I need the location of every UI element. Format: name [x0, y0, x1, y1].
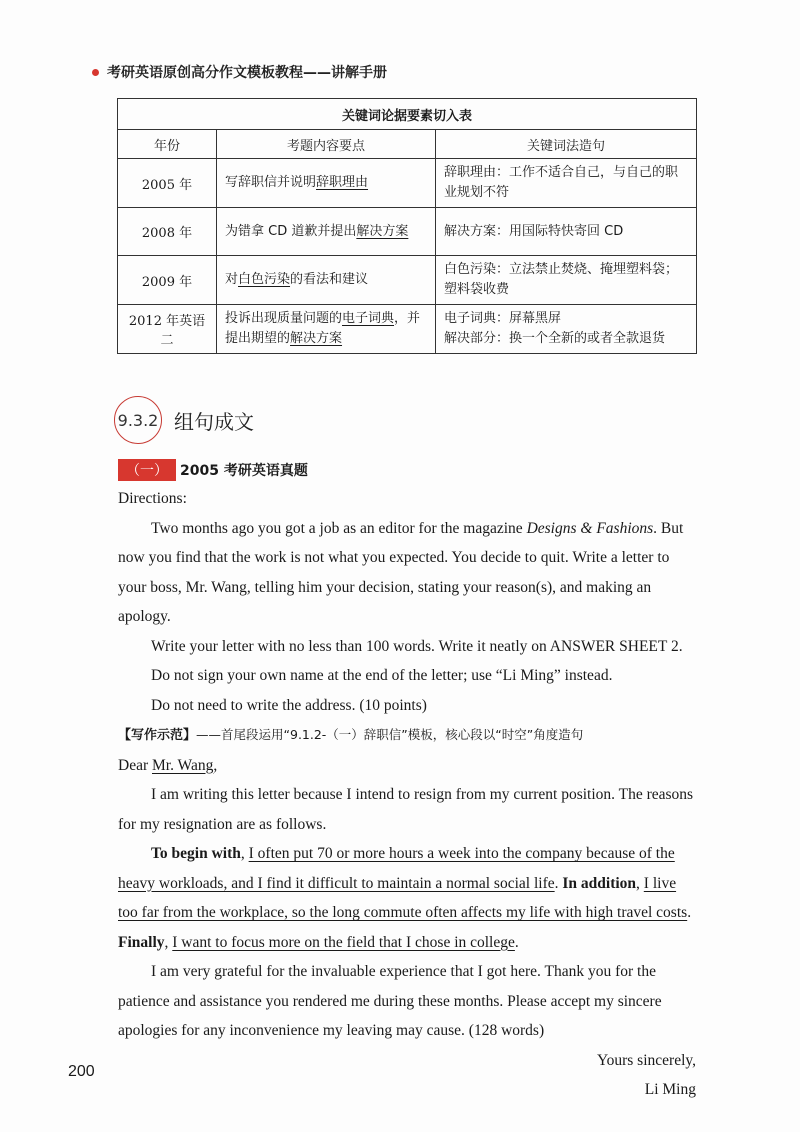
closing: Yours sincerely,: [596, 1051, 696, 1069]
point-cell: 为错拿 CD 道歉并提出解决方案: [217, 208, 436, 256]
paragraph: Do not sign your own name at the end of the letter; use “Li Ming” instead.: [151, 667, 613, 684]
keyword-table: [117, 98, 697, 354]
year-cell: 2008 年: [118, 208, 217, 256]
point-cell: 对白色污染的看法和建议: [217, 256, 436, 305]
point-cell: 投诉出现质量问题的电子词典，并提出期望的解决方案: [217, 305, 436, 354]
section-title: 组句成文: [174, 409, 254, 434]
keyword-cell: 白色污染：立法禁止焚烧、掩埋塑料袋；塑料袋收费: [436, 256, 697, 305]
paragraph: I am writing this letter because I intend to resign from my current position. The reasons for my resignation are as follows.: [118, 786, 694, 833]
directions-label: Directions:: [118, 490, 187, 507]
signature: Li Ming: [644, 1081, 696, 1098]
section-heading: [114, 396, 254, 444]
paragraph: To begin with, I often put 70 or more hours a week into the company because of the heavy workloads, and I find it difficult to maintain a normal social life. In addition, I live too far from the workplace, so the long commute often affects my life with high travel costs. Finally, I want to focus more on the field that I chose in college.: [118, 845, 692, 951]
paragraph: Two months ago you got a job as an editor for the magazine Designs & Fashions. But now you find that the work is not what you expected. You decide to quit. Write a letter to your boss, Mr. Wang, telling him your decision, stating your reason(s), and making an apology.: [118, 519, 684, 625]
column-header: 年份: [118, 130, 217, 159]
bullet-dot-icon: [92, 69, 99, 76]
paragraph: Write your letter with no less than 100 words. Write it neatly on ANSWER SHEET 2.: [151, 637, 683, 655]
keyword-cell: 解决方案：用国际特快寄回 CD: [436, 208, 697, 256]
keyword-cell: 电子词典：屏幕黑屏 解决部分：换一个全新的或者全款退货: [436, 305, 697, 354]
table-row: [118, 159, 697, 208]
column-header: 考题内容要点: [217, 130, 436, 159]
year-cell: 2012 年英语二: [118, 305, 217, 354]
paragraph: I am very grateful for the invaluable experience that I got here. Thank you for the patience and assistance you rendered me during these months. Please accept my sincere apologies for any inconvenience my leaving may cause. (128 words): [118, 963, 662, 1039]
subsection-tag: （一）: [118, 459, 176, 481]
year-cell: 2009 年: [118, 256, 217, 305]
running-header: [92, 62, 387, 82]
body-text: [118, 484, 696, 1105]
header-title: 考研英语原创高分作文模板教程——讲解手册: [107, 65, 387, 81]
salutation: Dear Mr. Wang,: [118, 756, 218, 774]
paragraph: Do not need to write the address. (10 points): [151, 696, 427, 714]
table-row: [118, 305, 697, 354]
subsection-title: 2005 考研英语真题: [180, 463, 308, 479]
table-row: [118, 256, 697, 305]
column-header: 关键词法造句: [436, 130, 697, 159]
subsection-heading: [118, 459, 308, 481]
table-caption: 关键词论据要素切入表: [118, 99, 697, 130]
table-row: [118, 208, 697, 256]
keyword-cell: 辞职理由：工作不适合自己，与自己的职业规划不符: [436, 159, 697, 208]
section-number-badge: 9.3.2: [114, 396, 162, 444]
model-note: 【写作示范】——首尾段运用“9.1.2-（一）辞职信”模板，核心段以“时空”角度造句: [118, 727, 584, 743]
point-cell: 写辞职信并说明辞职理由: [217, 159, 436, 208]
year-cell: 2005 年: [118, 159, 217, 208]
page-number: 200: [68, 1063, 95, 1080]
